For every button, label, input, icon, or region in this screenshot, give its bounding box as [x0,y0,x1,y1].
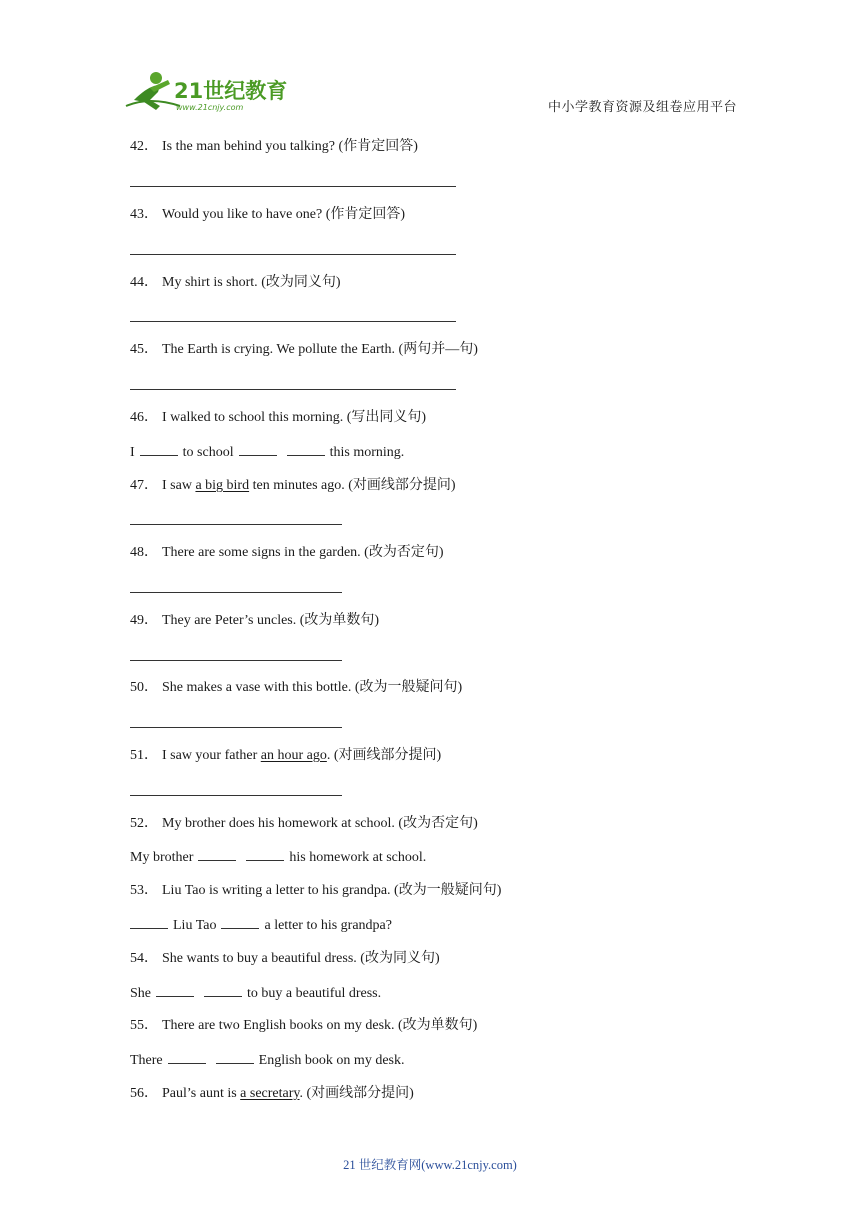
fill-in-46 [130,443,404,462]
question-text: I saw your father [162,748,261,763]
question-number: 44． [130,275,158,290]
runner-logo-icon [120,66,290,116]
question-54 [130,950,440,968]
fill-text: She [130,986,151,1001]
question-51 [130,747,441,765]
svg-text:21世纪教育: 21世纪教育 [174,79,288,103]
answer-line[interactable] [130,321,456,322]
answer-line[interactable] [130,727,342,728]
logo [120,66,290,116]
question-text: Would you like to have one? [162,207,326,222]
fill-in-53 [130,916,392,935]
question-number: 56． [130,1086,158,1101]
question-42 [130,138,418,156]
question-text: There are some signs in the garden. [162,545,365,560]
question-instruction: (改为一般疑问句) [354,680,463,695]
question-number: 50． [130,680,158,695]
question-number: 55． [130,1018,158,1033]
question-instruction: (对画线部分提问) [333,748,442,763]
question-instruction: (改为一般疑问句) [394,883,502,898]
question-text: The Earth is crying. We pollute the Earth. [162,342,399,357]
fill-text: to buy a beautiful dress. [247,986,382,1001]
question-text: ten minutes ago. [249,478,349,493]
answer-line[interactable] [130,186,456,187]
question-instruction: (改为同义句) [261,275,341,290]
blank[interactable] [221,916,259,929]
question-49 [130,612,379,630]
question-instruction: (作肯定回答) [338,139,418,154]
question-text: . [299,1086,307,1101]
question-instruction: (写出同义句) [346,410,427,425]
blank[interactable] [246,848,284,861]
answer-line[interactable] [130,795,342,796]
question-instruction: (对画线部分提问) [306,1086,414,1101]
question-instruction: (对画线部分提问) [348,478,456,493]
question-text: I saw [162,478,196,493]
blank[interactable] [216,1051,254,1064]
question-56 [130,1085,414,1103]
question-instruction: (改为否定句) [364,545,444,560]
answer-line[interactable] [130,389,456,390]
question-number: 53． [130,883,158,898]
question-number: 46． [130,410,158,425]
page-header [0,0,860,130]
question-text: She wants to buy a beautiful dress. [162,951,361,966]
fill-in-55 [130,1051,405,1070]
question-number: 48． [130,545,158,560]
fill-text: There [130,1053,163,1068]
fill-text: a letter to his grandpa? [264,918,392,933]
question-47 [130,477,456,495]
fill-text: I [130,445,135,460]
question-text: . [326,748,334,763]
question-text: They are Peter’s uncles. [162,613,300,628]
question-53 [130,882,501,900]
question-text: There are two English books on my desk. [162,1018,399,1033]
question-text: Is the man behind you talking? [162,139,339,154]
question-48 [130,544,443,562]
question-text: My brother does his homework at school. [162,816,399,831]
blank[interactable] [204,984,242,997]
question-instruction: (两句并—句) [398,342,478,357]
question-50 [130,679,462,697]
blank[interactable] [140,443,178,456]
fill-in-52 [130,848,426,867]
blank[interactable] [156,984,194,997]
fill-text: Liu Tao [173,918,217,933]
question-number: 43． [130,207,158,222]
page-footer[interactable]: 21 世纪教育网(www.21cnjy.com) [343,1158,517,1172]
question-46 [130,409,426,427]
question-44 [130,274,341,292]
fill-text: My brother [130,850,194,865]
question-instruction: (改为同义句) [360,951,440,966]
question-number: 49． [130,613,158,628]
answer-line[interactable] [130,254,456,255]
blank[interactable] [239,443,277,456]
question-instruction: (作肯定回答) [325,207,406,222]
fill-text: English book on my desk. [258,1053,405,1068]
question-52 [130,815,478,833]
question-number: 47． [130,478,158,493]
question-number: 42． [130,139,158,154]
question-number: 51． [130,748,158,763]
answer-line[interactable] [130,660,342,661]
underlined-part: an hour ago [260,748,327,763]
underlined-part: a big bird [195,478,250,493]
fill-in-54 [130,984,381,1003]
question-text: My shirt is short. [162,275,262,290]
question-instruction: (改为单数句) [299,613,380,628]
question-text: She makes a vase with this bottle. [162,680,355,695]
header-tagline: 中小学教育资源及组卷应用平台 [548,99,738,114]
question-55 [130,1017,477,1035]
fill-text: his homework at school. [289,850,427,865]
question-number: 54． [130,951,158,966]
question-43 [130,206,405,224]
question-text: Paul’s aunt is [162,1086,241,1101]
answer-line[interactable] [130,524,342,525]
question-text: I walked to school this morning. [162,410,347,425]
blank[interactable] [287,443,325,456]
fill-text: this morning. [329,445,405,460]
question-45 [130,341,478,359]
underlined-part: a secretary [240,1086,300,1101]
fill-text: to school [182,445,234,460]
blank[interactable] [198,848,236,861]
question-instruction: (改为否定句) [398,816,478,831]
question-number: 45． [130,342,158,357]
answer-line[interactable] [130,592,342,593]
question-number: 52． [130,816,158,831]
question-text: Liu Tao is writing a letter to his grandpa. [162,883,395,898]
blank[interactable] [168,1051,206,1064]
svg-text:www.21cnjy.com: www.21cnjy.com [176,103,244,112]
blank[interactable] [130,916,168,929]
question-instruction: (改为单数句) [398,1018,478,1033]
